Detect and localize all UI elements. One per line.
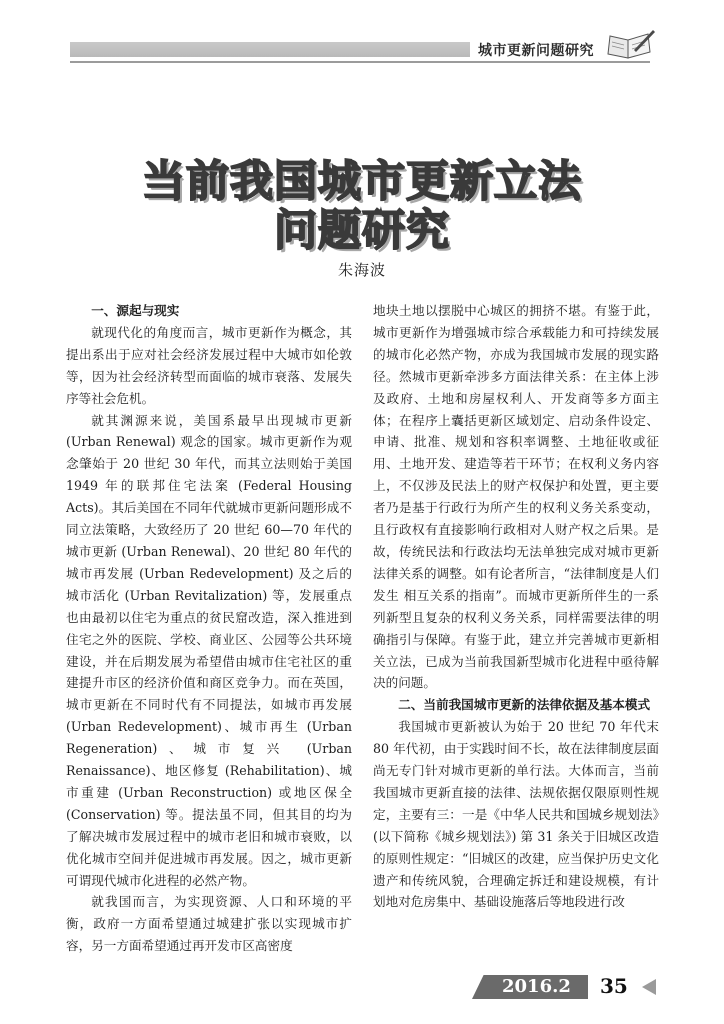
left-column xyxy=(66,300,352,957)
left-triangle-icon xyxy=(640,978,658,996)
article-title-line2: 问题研究 xyxy=(274,206,450,256)
section-title: 城市更新问题研究 xyxy=(478,43,594,59)
paragraph: 我国城市更新被认为始于 20 世纪 70 年代末 80 年代初，由于实践时间不长，故在法律制度层面尚无专门针对城市更新的单行法。大体而言，当前我国城市更新直接的法律、法规依据仅限原则性规定，主要有三：一是《中华人民共和国城乡规划法》(以下简称《城乡规划法》) 第 31 条关于旧城区改造的原则性规定：“旧城区的改建，应当保护历史文化遗产和传统风貌，合理确定拆迁和建设规模，有计划地对危房集中、基础设施落后等地段进行改 xyxy=(373,719,659,910)
paragraph: 就现代化的角度而言，城市更新作为概念，其提出系出于应对社会经济发展过程中大城市如伦敦等，因为社会经济转型而面临的城市衰落、发展失序等社会危机。 xyxy=(66,324,352,406)
issue-label: 2016.2 xyxy=(502,976,571,997)
author-name: 朱海波 xyxy=(337,261,386,279)
article-title-line1: 当前我国城市更新立法 xyxy=(142,157,582,207)
paragraph: 地块土地以摆脱中心城区的拥挤不堪。有鉴于此，城市更新作为增强城市综合承载能力和可持续发展的城市化必然产物，亦成为我国城市发展的现实路径。然城市更新牵涉多方面法律关系：在主体上涉及政府、土地和房屋权利人、开发商等多方面主体；在程序上囊括更新区域划定、启动条件设定、申请、批准、规划和容积率调整、土地征收或征用、土地开发、建造等若干环节；在权利义务内容上，不仅涉及民法上的财产权保护和处置，更主要者乃是基于行政行为所产生的权利义务关系变动，且行政权有直接影响行政相对人财产权之后果。是故，传统民法和行政法均无法单独完成对城市更新法律关系的调整。如有论者所言，“法律制度是人们发生 相互关系的指南”。而城市更新所伴生的一系列新型且复杂的权利义务关系，同样需要法律的明确指引与保障。有鉴于此，建立并完善城市更新相关立法，已成为当前我国新型城市化进程中亟待解决的问题。 xyxy=(373,303,659,691)
header-rule xyxy=(70,61,650,63)
section-heading: 二、当前我国城市更新的法律依据及基本模式 xyxy=(398,697,651,713)
page-number: 35 xyxy=(600,974,628,998)
paragraph: 就其渊源来说，美国系最早出现城市更新(Urban Renewal) 观念的国家。城市更新作为观念肇始于 20 世纪 30 年代，而其立法则始于美国 1949 年的联邦住宅法案 (Federal Housing Acts)。其后美国在不同年代就城市更新问题形成不同立法策略，大致经历了 20 世纪 60—70 年代的城市更新 (Urban Renewal)、20 世纪 80 年代的城市再发展 (Urban Redevelopment) 及之后的城市活化 (Urban Revitalization) 等，发展重点也由最初以住宅为重点的贫民窟改造，深入推进到住宅之外的医院、学校、商业区、公园等公共环境建设，并在后期发展为希望借由城市住宅社区的重建提升市区的经济价值和商区竞争力。而在英国，城市更新在不同时代有不同提法，如城市再发展 (Urban Redevelopment)、城市再生 (Urban Regeneration)、城市复兴 (Urban Renaissance)、地区修复 (Rehabilitation)、城市重建 (Urban Reconstruction) 或地区保全 (Conservation) 等。提法虽不同，但其目的均为了解决城市发展过程中的城市老旧和城市衰败，以优化城市空间并促进城市再发展。因之，城市更新可谓现代城市化进程的必然产物。 xyxy=(66,412,352,888)
section-heading: 一、源起与现实 xyxy=(91,303,180,318)
paragraph: 就我国而言，为实现资源、人口和环境的平衡，政府一方面希望通过城建扩张以实现城市扩容，另一方面希望通过再开发市区高密度 xyxy=(66,894,352,954)
header-decor-bar xyxy=(70,42,470,57)
right-column xyxy=(373,300,659,913)
open-book-pen-icon xyxy=(604,28,656,62)
